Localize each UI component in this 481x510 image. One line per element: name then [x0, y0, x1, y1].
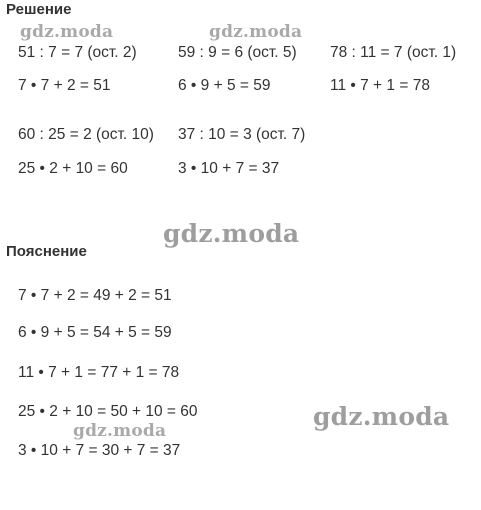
check-equation: 3 • 10 + 7 = 37: [178, 160, 280, 177]
solution-heading: Решение: [6, 1, 72, 18]
explanation-line: 11 • 7 + 1 = 77 + 1 = 78: [18, 364, 180, 381]
check-equation: 6 • 9 + 5 = 59: [178, 77, 271, 94]
watermark: gdz.moda: [73, 421, 167, 441]
explanation-heading: Пояснение: [6, 243, 87, 260]
division-equation: 78 : 11 = 7 (ост. 1): [330, 44, 457, 61]
explanation-line: 25 • 2 + 10 = 50 + 10 = 60: [18, 403, 198, 420]
watermark: gdz.moda: [209, 22, 303, 42]
check-equation: 7 • 7 + 2 = 51: [18, 77, 111, 94]
explanation-line: 6 • 9 + 5 = 54 + 5 = 59: [18, 324, 172, 341]
division-equation: 60 : 25 = 2 (ост. 10): [18, 126, 154, 143]
check-equation: 11 • 7 + 1 = 78: [330, 77, 430, 94]
explanation-line: 3 • 10 + 7 = 30 + 7 = 37: [18, 442, 181, 459]
watermark: gdz.moda: [313, 402, 450, 431]
check-equation: 25 • 2 + 10 = 60: [18, 160, 128, 177]
division-equation: 37 : 10 = 3 (ост. 7): [178, 126, 306, 143]
watermark: gdz.moda: [20, 22, 114, 42]
division-equation: 59 : 9 = 6 (ост. 5): [178, 44, 297, 61]
watermark: gdz.moda: [163, 219, 300, 248]
explanation-line: 7 • 7 + 2 = 49 + 2 = 51: [18, 287, 172, 304]
division-equation: 51 : 7 = 7 (ост. 2): [18, 44, 137, 61]
